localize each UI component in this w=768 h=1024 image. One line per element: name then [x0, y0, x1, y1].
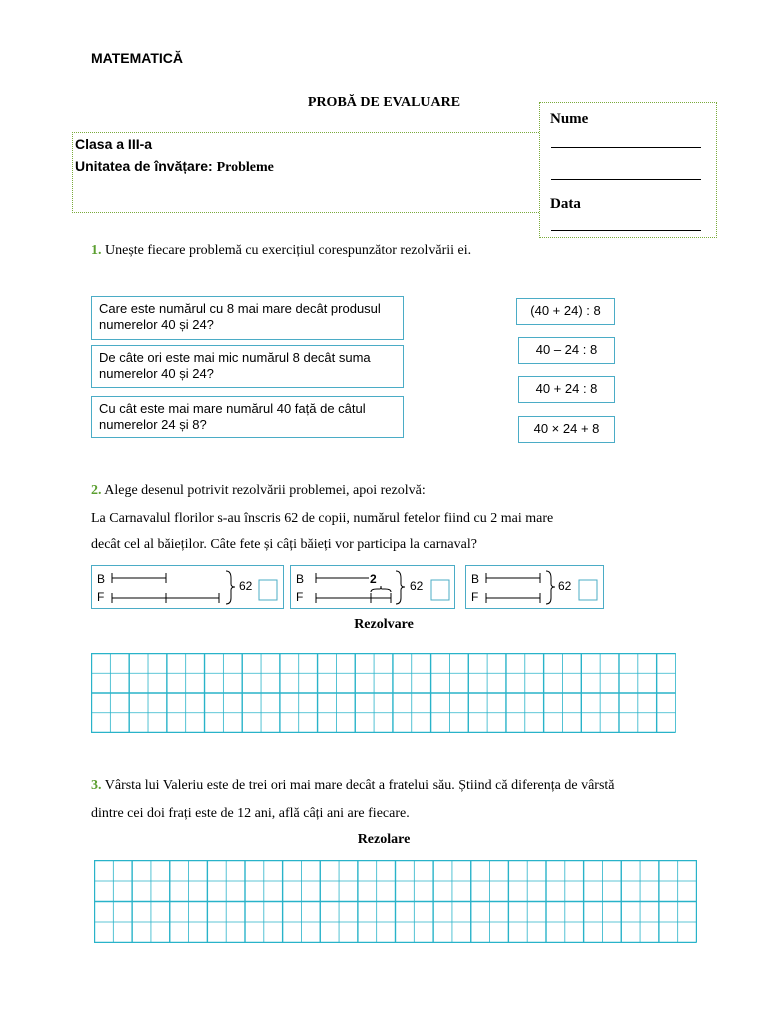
name-label: Nume: [550, 111, 589, 127]
problem-line: numerelor 40 și 24?: [99, 366, 214, 381]
label-f: F: [296, 590, 304, 604]
unit-label: Unitatea de învățare:: [75, 158, 213, 174]
unit-line: [75, 158, 274, 176]
label-f: F: [97, 590, 105, 604]
problem-box[interactable]: [91, 345, 404, 388]
q2-number: 2.: [91, 483, 102, 498]
exercise-box[interactable]: 40 + 24 : 8: [518, 376, 615, 403]
subject-title: MATEMATICĂ: [91, 50, 184, 66]
name-line[interactable]: [551, 147, 701, 148]
q3-text: Vârsta lui Valeriu este de trei ori mai mare decât a fratelui său. Știind că diferența de vârstă: [104, 778, 615, 793]
name-date-box: [539, 102, 717, 238]
extra-2: 2: [370, 572, 377, 586]
segment-diagram: [92, 566, 285, 610]
q2-solution-label: Rezolvare: [354, 617, 414, 632]
problem-line: numerelor 40 și 24?: [99, 317, 214, 332]
date-label: Data: [550, 196, 581, 212]
solution-grid[interactable]: [91, 653, 676, 733]
q2-problem-line: La Carnavalul florilor s-au înscris 62 de copii, numărul fetelor fiind cu 2 mai mare: [91, 511, 554, 526]
problem-line: Cu cât este mai mare numărul 40 față de câtul: [99, 401, 366, 416]
label-b: B: [296, 572, 305, 586]
class-line: Clasa a III-a: [75, 136, 153, 152]
diagram-option-1[interactable]: [91, 565, 284, 609]
problem-line: Care este numărul cu 8 mai mare decât produsul: [99, 301, 381, 316]
exercise-box[interactable]: 40 × 24 + 8: [518, 416, 615, 443]
label-f: F: [471, 590, 479, 604]
total-62: 62: [558, 579, 572, 593]
total-62: 62: [410, 579, 424, 593]
q1-statement: [91, 243, 471, 259]
q3-number: 3.: [91, 778, 102, 793]
exercise-box[interactable]: 40 – 24 : 8: [518, 337, 615, 364]
q3-solution-label: Rezolare: [357, 832, 411, 847]
segment-diagram: [466, 566, 605, 610]
q3-problem-line: dintre cei doi frați este de 12 ani, află câți ani are fiecare.: [91, 806, 410, 821]
exercise-box[interactable]: (40 + 24) : 8: [516, 298, 615, 325]
problem-box[interactable]: [91, 296, 404, 340]
q1-text: Unește fiecare problemă cu exercițiul corespunzător rezolvării ei.: [105, 243, 472, 258]
total-62: 62: [239, 579, 253, 593]
page-title: PROBĂ DE EVALUARE: [307, 95, 461, 110]
q2-text: Alege desenul potrivit rezolvării problemei, apoi rezolvă:: [104, 483, 426, 498]
class-info-box: [72, 132, 569, 213]
problem-box[interactable]: [91, 396, 404, 438]
problem-line: De câte ori este mai mic numărul 8 decât suma: [99, 350, 371, 365]
name-line-2[interactable]: [551, 179, 701, 180]
label-b: B: [97, 572, 106, 586]
label-b: B: [471, 572, 480, 586]
solution-grid[interactable]: [94, 860, 697, 943]
diagram-option-3[interactable]: [465, 565, 604, 609]
q2-statement: [91, 483, 426, 499]
diagram-option-2[interactable]: [290, 565, 455, 609]
date-line[interactable]: [551, 230, 701, 231]
q3-statement: [91, 778, 615, 794]
q1-number: 1.: [91, 243, 102, 258]
problem-line: numerelor 24 și 8?: [99, 417, 207, 432]
unit-value: Probleme: [216, 160, 274, 175]
segment-diagram: [291, 566, 456, 610]
q2-problem-line: decât cel al băieților. Câte fete și câți băieți vor participa la carnaval?: [91, 537, 477, 552]
